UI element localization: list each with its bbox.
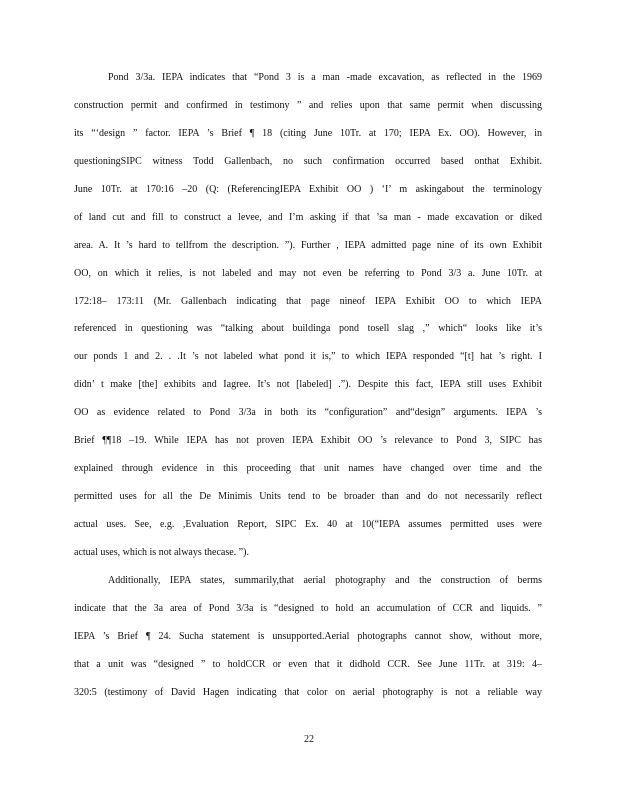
text-line: questioningSIPC witness Todd Gallenbach, no such confirmation occurred based onthat Exhibit. [74, 156, 542, 167]
text-line: didn’ t make [the] exhibits and Iagree. It’s not [labeled] .”). Despite this fact, IEPA still uses Exhibit [74, 379, 542, 390]
text-line: its “‘design ” factor. IEPA ’s Brief ¶ 18 (citing June 10Tr. at 170; IEPA Ex. OO). However, in [74, 128, 542, 139]
text-line: IEPA ’s Brief ¶ 24. Sucha statement is unsupported.Aerial photographs cannot show, without more, [74, 631, 542, 642]
text-line: that a unit was “designed ” to holdCCR or even that it didhold CCR. See June 11Tr. at 319: 4– [74, 659, 542, 670]
text-line: OO, on which it relies, is not labeled and may not even be referring to Pond 3/3 a. June 10Tr. at [74, 268, 542, 279]
text-line: indicate that the 3a area of Pond 3/3a is “designed to hold an accumulation of CCR and liquids. ” [74, 603, 542, 614]
text-line: actual uses. See, e.g. ,Evaluation Report, SIPC Ex. 40 at 10(“IEPA assumes permitted uses were [74, 519, 542, 530]
text-line: Brief ¶¶18 –19. While IEPA has not proven IEPA Exhibit OO ’s relevance to Pond 3, SIPC has [74, 435, 542, 446]
text-line: 320:5 (testimony of David Hagen indicating that color on aerial photography is not a reliable way [74, 687, 542, 698]
text-line: Pond 3/3a. IEPA indicates that “Pond 3 is a man -made excavation, as reflected in the 1969 [108, 72, 542, 83]
text-line: Additionally, IEPA states, summarily,that aerial photography and the construction of berms [108, 575, 542, 586]
text-line: construction permit and confirmed in testimony ” and relies upon that same permit when discussing [74, 100, 542, 111]
text-line: explained through evidence in this proceeding that unit names have changed over time and the [74, 463, 542, 474]
text-line: June 10Tr. at 170:16 –20 (Q: (ReferencingIEPA Exhibit OO ) ‘I’ m askingabout the terminology [74, 184, 542, 195]
text-line: OO as evidence related to Pond 3/3a in both its “configuration” and“design” arguments. IEPA ’s [74, 407, 542, 418]
text-line: actual uses, which is not always thecase. ”). [74, 547, 249, 558]
text-line: our ponds 1 and 2. . .It ’s not labeled what pond it is,” to which IEPA responded “[t] hat ’s right. I [74, 351, 542, 362]
text-line: permitted uses for all the De Minimis Units tend to be broader than and do not necessarily reflect [74, 491, 542, 502]
text-line: area. A. It ’s hard to tellfrom the description. ”). Further , IEPA admitted page nine of its own Exhibit [74, 240, 542, 251]
text-line: referenced in questioning was “talking about buildinga pond tosell slag ,” which“ looks like it’s [74, 323, 542, 334]
text-line: 172:18– 173:11 (Mr. Gallenbach indicating that page nineof IEPA Exhibit OO to which IEPA [74, 296, 542, 307]
page-number: 22 [304, 734, 314, 745]
text-line: of land cut and fill to construct a levee, and I’m asking if that ’sa man - made excavation or diked [74, 212, 542, 223]
